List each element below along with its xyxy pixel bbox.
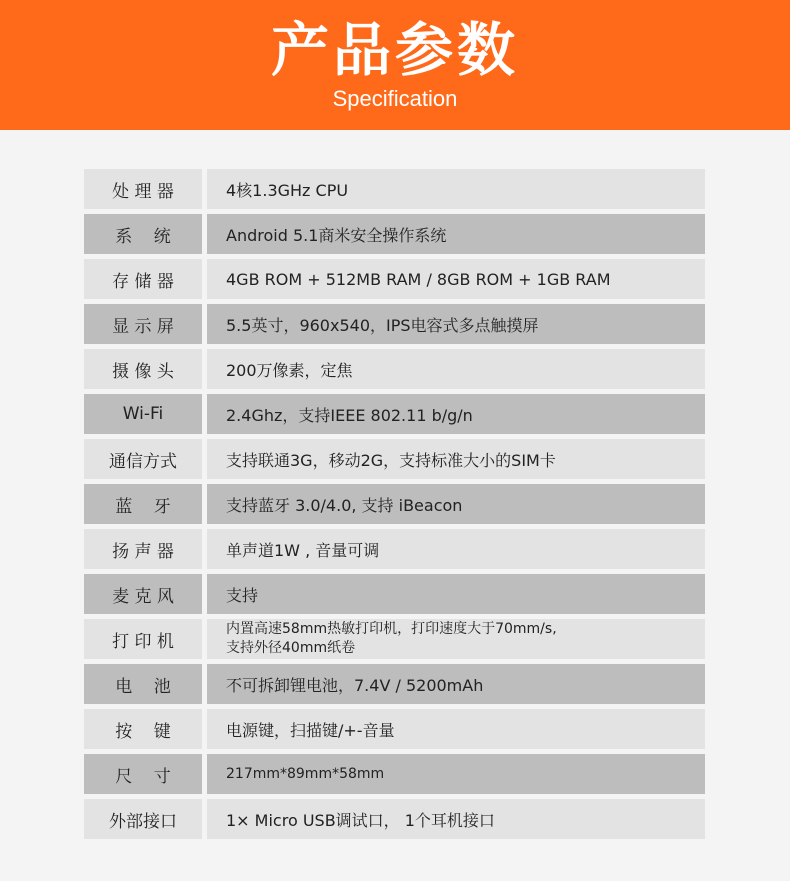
spec-label: 处 理 器	[84, 169, 202, 209]
spec-label: 打 印 机	[84, 619, 202, 659]
spec-label: 存 储 器	[84, 259, 202, 299]
spec-value: 不可拆卸锂电池，7.4V / 5200mAh	[207, 664, 705, 704]
spec-label: 麦 克 风	[84, 574, 202, 614]
spec-value: 2.4Ghz，支持IEEE 802.11 b/g/n	[207, 394, 705, 434]
spec-value: 5.5英寸，960x540，IPS电容式多点触摸屏	[207, 304, 705, 344]
spec-value	[207, 619, 705, 659]
spec-value: 单声道1W , 音量可调	[207, 529, 705, 569]
spec-row-speaker	[84, 529, 705, 569]
spec-row-printer	[84, 619, 705, 659]
spec-row-memory	[84, 259, 705, 299]
spec-row-network	[84, 439, 705, 479]
spec-value: Android 5.1商米安全操作系统	[207, 214, 705, 254]
spec-row-battery	[84, 664, 705, 704]
spec-row-dimensions	[84, 754, 705, 794]
spec-value: 200万像素，定焦	[207, 349, 705, 389]
spec-label: 系 统	[84, 214, 202, 254]
spec-row-wifi	[84, 394, 705, 434]
spec-label: 蓝 牙	[84, 484, 202, 524]
spec-value: 1× Micro USB调试口， 1个耳机接口	[207, 799, 705, 839]
header-banner	[0, 0, 790, 130]
spec-value-text: 217mm*89mm*58mm	[226, 766, 385, 782]
spec-label: 尺 寸	[84, 754, 202, 794]
spec-row-ports	[84, 799, 705, 839]
spec-label: 显 示 屏	[84, 304, 202, 344]
spec-row-camera	[84, 349, 705, 389]
spec-label: 外部接口	[84, 799, 202, 839]
page-title: 产品参数	[270, 16, 519, 84]
spec-value: 4GB ROM + 512MB RAM / 8GB ROM + 1GB RAM	[207, 259, 705, 299]
spec-label: 电 池	[84, 664, 202, 704]
spec-label: 扬 声 器	[84, 529, 202, 569]
spec-table	[84, 169, 705, 844]
spec-value: 支持	[207, 574, 705, 614]
spec-row-buttons	[84, 709, 705, 749]
spec-row-processor	[84, 169, 705, 209]
spec-label: 通信方式	[84, 439, 202, 479]
spec-value: 支持联通3G，移动2G，支持标准大小的SIM卡	[207, 439, 705, 479]
spec-row-display	[84, 304, 705, 344]
spec-value-line: 内置高速58mm热敏打印机，打印速度大于70mm/s,	[226, 621, 557, 637]
spec-value: 4核1.3GHz CPU	[207, 169, 705, 209]
spec-row-bluetooth	[84, 484, 705, 524]
spec-label: 摄 像 头	[84, 349, 202, 389]
page-subtitle: Specification	[332, 86, 458, 111]
spec-label: Wi-Fi	[84, 394, 202, 434]
spec-value: 支持蓝牙 3.0/4.0, 支持 iBeacon	[207, 484, 705, 524]
spec-row-system	[84, 214, 705, 254]
spec-value	[207, 754, 705, 794]
spec-label: 按 键	[84, 709, 202, 749]
spec-row-microphone	[84, 574, 705, 614]
spec-value: 电源键，扫描键/+-音量	[207, 709, 705, 749]
spec-value-line: 支持外径40mm纸卷	[226, 640, 356, 656]
